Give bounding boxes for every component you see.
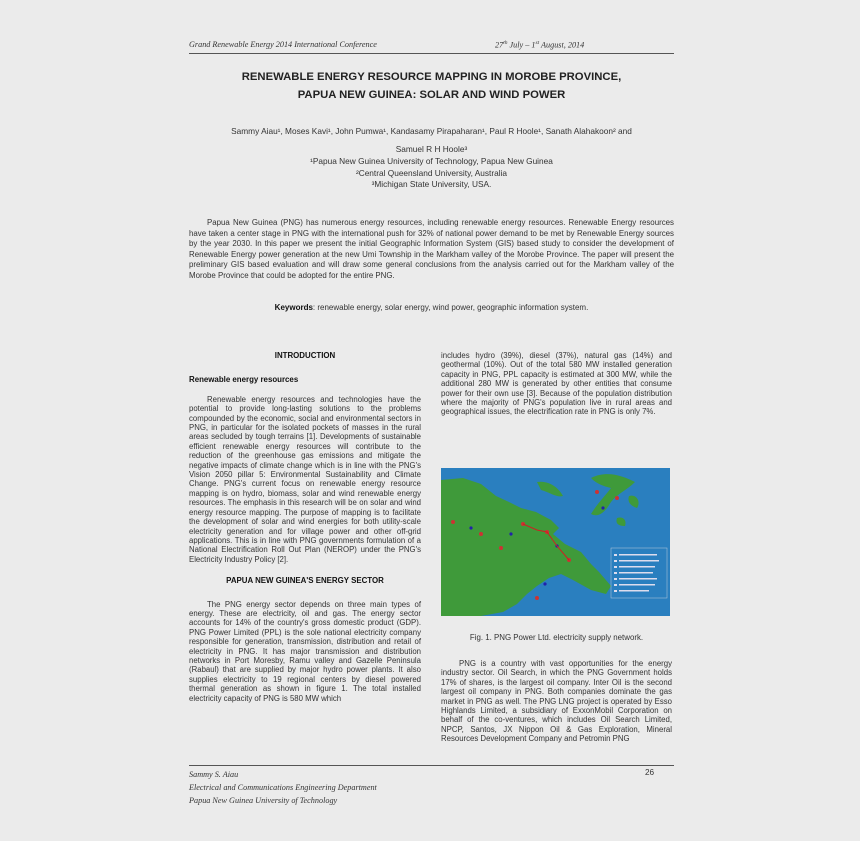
conference-date: 27th July – 1st August, 2014	[495, 40, 585, 50]
introduction-heading: INTRODUCTION	[274, 351, 336, 360]
affiliations: ¹Papua New Guinea University of Technology, Papua New Guinea ²Central Queensland University, Australia ³Michigan State University, USA.	[310, 156, 553, 189]
paper-title: RENEWABLE ENERGY RESOURCE MAPPING IN MOROBE PROVINCE, PAPUA NEW GUINEA: SOLAR AND WIND POWER	[241, 71, 622, 101]
conference-name: Grand Renewable Energy 2014 International Conference	[189, 40, 377, 49]
figure-caption: Fig. 1. PNG Power Ltd. electricity supply network.	[469, 633, 644, 642]
oil-gas-paragraph: PNG is a country with vast opportunities for the energy industry sector. Oil Search, in which the PNG Government holds 17% of shares, is the largest oil company. Inter Oil is the second largest oil company in PNG. Both companies dominate the gas market in PNG as well. The PNG LNG project is operated by Esso Highlands Limited, a subsidiary of ExxonMobil Corporation on behalf of the co-ventures, which includes Oil Search Limited, NPCP, Santos, JX Nippon Oil & Gas Exploration, Mineral Resources Development Company and Petromin PNG	[441, 659, 672, 744]
right-column-top	[441, 351, 672, 417]
energy-sector-heading: PAPUA NEW GUINEA'S ENERGY SECTOR	[226, 576, 384, 586]
right-column-bottom	[441, 659, 672, 744]
header-rule	[189, 53, 674, 54]
footer-rule	[189, 765, 674, 766]
renewable-paragraph: Renewable energy resources and technologies have the potential to provide long-lasting solutions to the problems compounded by the economic, social and environmental sectors in PNG, in particular for the isolated pockets of masses in the rural areas secluded by tough terrains [1]. Developments of sustainable efficient renewable energy resources will contribute to the reduction of the greenhouse gas emissions and mitigate the negative impacts of climate change which is in line with the PNG's Vision 2050 pillar 5: Environmental Sustainability and Climate Change. PNG's current focus on renewable energy resource mapping is on hydro, biomass, solar and wind renewable energy resources. The emphasis in this research will be on solar and wind energy resource mapping. The purpose of mapping is to facilitate the development of solar and wind energies for both utility-scale electricity generation and for village power and other off-grid applications. This is in line with PNG governments formulation of a National Electrification Roll Out Plan (NEROP) under the PNG's Electricity Industry Policy [2].	[189, 394, 421, 564]
left-column	[189, 351, 421, 703]
running-footer: Sammy S. Aiau Electrical and Communications Engineering Department Papua New Guinea University of Technology	[189, 770, 377, 805]
abstract: Papua New Guinea (PNG) has numerous energy resources, including renewable energy resources. Renewable Energy resources have taken a center stage in PNG with the international push for 32% of national power demand to be met by Renewable Energy sources by the year 2030. In this paper we present the initial Geographic Information System (GIS) based study to consider the development of Renewable Energy power generation at the new Umi Township in the Markham valley of the Morobe Province. The paper will present the preliminary GIS based evaluation and will draw some general conclusions from the analysis carried out for the Markham valley of the Morobe Province that could be adopted for the entire PNG.	[189, 218, 674, 280]
energy-sector-paragraph: The PNG energy sector depends on three main types of energy. These are electricity, oil and gas. The energy sector accounts for 14% of the country's gross domestic product (GDP). PNG Power Limited (PPL) is the sole national electricity company responsible for generation, transmission, distribution and retail of electricity in PNG. It has major transmission and distribution networks in Port Moresby, Ramu valley and Gazelle Peninsula (Rabaul) that are supplied by major hydro power plants. It also supplies electricity to 19 regional centers by diesel powered thermal generation as shown in figure 1. The total installed electricity capacity of PNG is 580 MW which	[189, 599, 421, 703]
keywords: Keywords: renewable energy, solar energy, wind power, geographic information system.	[274, 303, 589, 312]
map-image	[441, 468, 670, 616]
capacity-paragraph: includes hydro (39%), diesel (37%), natural gas (14%) and geothermal (10%). Out of the total 580 MW installed generation capacity in PNG, PPL capacity is estimated at 300 MW, while the additional 280 MW is generated by other entities that consume power for their own use [3]. Because of the population distribution where the majority of PNG's population live in rural areas and geographical issues, the electrification rate in PNG is only 7%.	[441, 351, 672, 417]
page-number: 26	[645, 768, 655, 777]
figure-map	[441, 468, 670, 616]
author-list: Sammy Aiau¹, Moses Kavi¹, John Pumwa¹, Kandasamy Pirapaharan¹, Paul R Hoole¹, Sanath Alahakoon² and Samuel R H Hoole³	[231, 126, 632, 154]
paper-page	[175, 28, 685, 823]
renewable-subheading: Renewable energy resources	[189, 375, 299, 385]
